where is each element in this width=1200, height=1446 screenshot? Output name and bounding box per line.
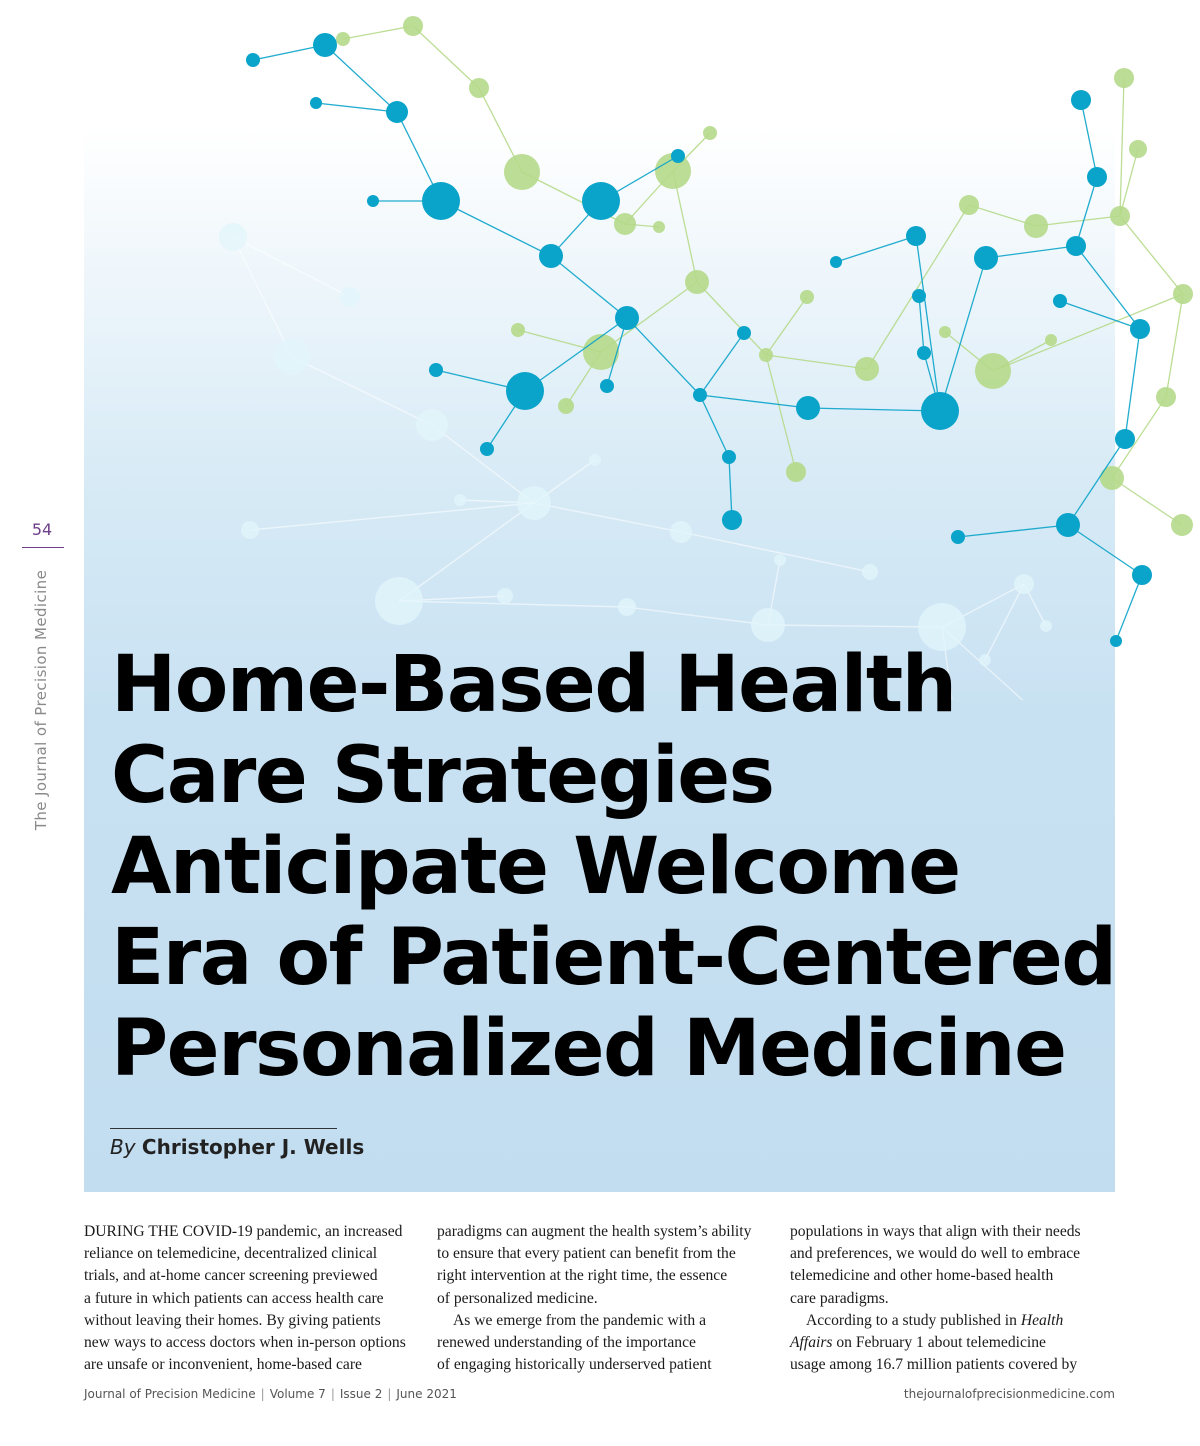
network-edge <box>627 318 700 395</box>
network-node <box>693 388 707 402</box>
network-node <box>1053 294 1067 308</box>
footer-issue: Issue 2 <box>339 1387 383 1401</box>
network-edge <box>1120 149 1138 216</box>
body-column-2 <box>437 1221 773 1376</box>
network-node <box>313 33 337 57</box>
network-node <box>497 588 513 604</box>
network-node <box>1110 206 1130 226</box>
network-node <box>517 486 551 520</box>
network-node <box>1156 387 1176 407</box>
network-edge <box>1120 78 1124 216</box>
author-name: Christopher J. Wells <box>141 1135 365 1159</box>
network-node <box>506 372 544 410</box>
network-node <box>539 244 563 268</box>
network-node <box>618 598 636 616</box>
network-node <box>403 16 423 36</box>
body-text: According to a study published in <box>806 1311 1017 1329</box>
network-edge <box>986 246 1076 258</box>
network-node <box>1071 90 1091 110</box>
body-line: of engaging historically underserved patient <box>437 1356 712 1374</box>
body-line <box>790 1332 1126 1354</box>
network-edge <box>808 408 940 411</box>
network-node <box>975 353 1011 389</box>
network-node <box>1014 574 1034 594</box>
body-line: without leaving their homes. By giving patients <box>84 1311 381 1329</box>
network-edge <box>958 525 1068 537</box>
network-edge <box>993 294 1183 371</box>
page-number-rule <box>22 547 64 548</box>
footer-date: June 2021 <box>396 1387 457 1401</box>
network-edge <box>681 532 870 572</box>
body-line: trials, and at-home cancer screening previewed <box>84 1267 378 1285</box>
blue-network-layer <box>246 33 1152 647</box>
network-edge <box>1060 301 1140 329</box>
network-edge <box>1125 329 1140 439</box>
network-node <box>759 348 773 362</box>
network-node <box>310 97 322 109</box>
network-node <box>1056 513 1080 537</box>
network-node <box>582 182 620 220</box>
network-node <box>862 564 878 580</box>
footer-volume: Volume 7 <box>269 1387 326 1401</box>
body-line: usage among 16.7 million patients covered by <box>790 1356 1078 1374</box>
network-node <box>1173 284 1193 304</box>
network-edge <box>1076 177 1097 246</box>
network-edge <box>1116 575 1142 641</box>
network-node <box>1171 514 1193 536</box>
network-node <box>600 379 614 393</box>
network-node <box>416 409 448 441</box>
network-node <box>774 554 786 566</box>
network-edge <box>432 425 534 503</box>
body-column-3 <box>790 1221 1126 1376</box>
network-edge <box>316 103 397 112</box>
network-node <box>1040 620 1052 632</box>
journal-name-italic: Affairs <box>790 1334 833 1352</box>
body-line: a future in which patients can access health care <box>84 1289 384 1307</box>
footer-separator: | <box>387 1387 392 1401</box>
network-node <box>422 182 460 220</box>
body-column-1 <box>84 1221 420 1376</box>
body-line: new ways to access doctors when in-person options <box>84 1334 406 1352</box>
footer-separator: | <box>260 1387 265 1401</box>
network-node <box>367 195 379 207</box>
network-node <box>830 256 842 268</box>
journal-name-italic: Health <box>1020 1311 1064 1329</box>
network-edge <box>1166 294 1183 397</box>
molecular-network-illustration <box>0 0 1200 700</box>
title-line: Anticipate Welcome <box>111 822 960 912</box>
network-edge <box>233 237 292 357</box>
network-node <box>219 223 247 251</box>
network-node <box>375 577 423 625</box>
network-node <box>386 101 408 123</box>
body-line: to ensure that every patient can benefit from the <box>437 1245 736 1263</box>
byline-prefix: By <box>110 1135 136 1159</box>
body-line: care paradigms. <box>790 1289 889 1307</box>
network-node <box>671 149 685 163</box>
network-edge <box>233 237 350 297</box>
network-node <box>1115 429 1135 449</box>
network-edge <box>697 282 766 355</box>
footer-journal-info <box>84 1387 457 1401</box>
network-node <box>1130 319 1150 339</box>
network-node <box>429 363 443 377</box>
network-node <box>786 462 806 482</box>
network-node <box>614 213 636 235</box>
network-edge <box>700 395 808 408</box>
network-node <box>274 339 310 375</box>
network-node <box>511 323 525 337</box>
body-line: paradigms can augment the health system’s ability <box>437 1223 752 1240</box>
byline <box>110 1135 364 1159</box>
network-node <box>469 78 489 98</box>
body-line: and preferences, we would do well to embrace <box>790 1245 1081 1263</box>
network-node <box>615 306 639 330</box>
faint-network-layer <box>219 223 1114 700</box>
network-node <box>906 226 926 246</box>
network-node <box>939 326 951 338</box>
network-node <box>336 32 350 46</box>
network-edge <box>343 26 413 39</box>
running-head: The Journal of Precision Medicine <box>32 569 50 831</box>
network-edge <box>399 503 534 601</box>
network-edge <box>1120 216 1183 294</box>
network-node <box>796 396 820 420</box>
network-node <box>241 521 259 539</box>
network-edge <box>1081 100 1097 177</box>
body-line: As we emerge from the pandemic with a <box>453 1311 707 1329</box>
network-node <box>1066 236 1086 256</box>
network-node <box>670 521 692 543</box>
network-node <box>1114 68 1134 88</box>
network-node <box>685 270 709 294</box>
byline-rule <box>110 1128 337 1129</box>
network-edge <box>700 395 729 457</box>
body-line: of personalized medicine. <box>437 1289 598 1307</box>
network-node <box>951 530 965 544</box>
green-network-layer <box>336 16 1193 536</box>
network-edge <box>325 45 397 112</box>
network-node <box>722 450 736 464</box>
title-line: Care Strategies <box>111 731 774 821</box>
network-node <box>454 494 466 506</box>
network-edge <box>551 256 627 318</box>
body-line: are unsafe or inconvenient, home-based care <box>84 1356 362 1374</box>
body-line: telemedicine and other home-based health <box>790 1267 1054 1285</box>
network-node <box>917 346 931 360</box>
network-edge <box>919 296 924 353</box>
page-number: 54 <box>31 520 53 539</box>
network-node <box>1110 635 1122 647</box>
network-node <box>480 442 494 456</box>
title-line: Home-Based Health <box>111 640 956 730</box>
network-node <box>504 154 540 190</box>
network-edge <box>700 333 744 395</box>
network-node <box>1024 214 1048 238</box>
body-line: renewed understanding of the importance <box>437 1334 696 1352</box>
network-node <box>1100 466 1124 490</box>
body-line: reliance on telemedicine, decentralized clinical <box>84 1245 378 1263</box>
network-node <box>589 454 601 466</box>
footer-website-link[interactable]: thejournalofprecisionmedicine.com <box>903 1387 1115 1401</box>
body-line: populations in ways that align with their needs <box>790 1223 1081 1240</box>
network-node <box>751 608 785 642</box>
network-edge <box>836 236 916 262</box>
network-node <box>558 398 574 414</box>
network-edge <box>250 503 534 530</box>
network-node <box>246 53 260 67</box>
network-node <box>855 357 879 381</box>
network-edge <box>627 607 768 625</box>
network-edge <box>534 503 681 532</box>
network-node <box>912 289 926 303</box>
network-node <box>703 126 717 140</box>
network-edge <box>1036 216 1120 226</box>
network-node <box>722 510 742 530</box>
network-edge <box>399 601 627 607</box>
footer-journal: Journal of Precision Medicine <box>84 1387 256 1401</box>
body-line <box>790 1310 1126 1332</box>
network-edge <box>292 357 432 425</box>
network-edge <box>768 625 942 627</box>
title-line: Personalized Medicine <box>111 1004 1066 1094</box>
network-node <box>1045 334 1057 346</box>
network-edge <box>1076 246 1140 329</box>
network-edge <box>413 26 479 88</box>
article-title <box>111 640 1116 1095</box>
network-node <box>737 326 751 340</box>
body-line: DURING THE COVID-19 pandemic, an increased <box>84 1223 403 1240</box>
network-node <box>974 246 998 270</box>
network-node <box>921 392 959 430</box>
network-node <box>340 287 360 307</box>
network-node <box>800 290 814 304</box>
network-edge <box>916 236 940 411</box>
network-edge <box>766 355 796 472</box>
network-node <box>1132 565 1152 585</box>
network-node <box>1087 167 1107 187</box>
network-edge <box>766 297 807 355</box>
network-node <box>1129 140 1147 158</box>
network-edge <box>766 355 867 369</box>
network-edge <box>1068 525 1142 575</box>
title-line: Era of Patient-Centered <box>111 913 1116 1003</box>
network-node <box>959 195 979 215</box>
body-line: right intervention at the right time, the essence <box>437 1267 728 1285</box>
network-node <box>653 221 665 233</box>
body-text: on February 1 about telemedicine <box>836 1334 1046 1352</box>
footer-separator: | <box>330 1387 335 1401</box>
network-edge <box>1112 478 1182 525</box>
